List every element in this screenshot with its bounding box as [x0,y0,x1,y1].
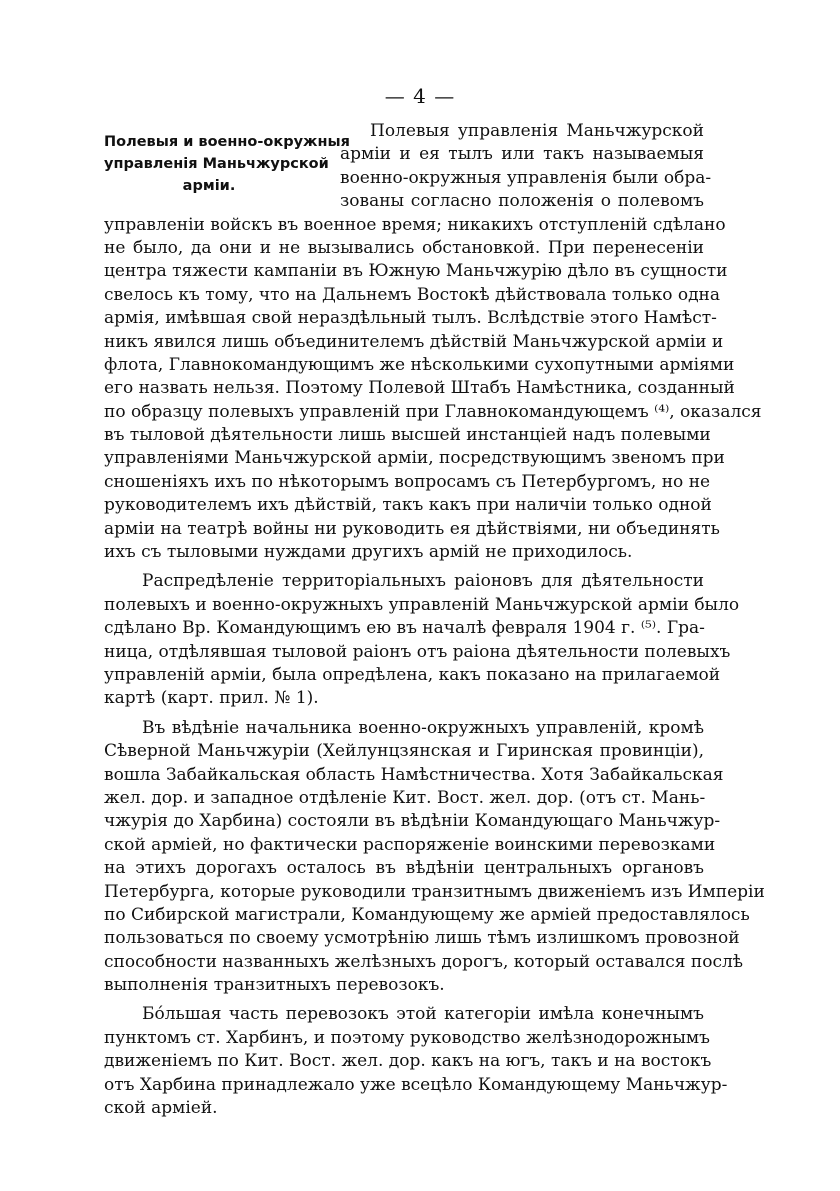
text-line: Сѣверной Маньчжуріи (Хейлунцзянская и Гиринская провинціи), [104,741,704,762]
margin-heading-line: Полевыя и военно-окружныя [104,134,350,150]
page-number: — 4 — [384,84,456,108]
text-line: въ тыловой дѣятельности лишь высшей инстанціей надъ полевыми [104,425,711,446]
margin-heading-line: управленія Маньчжурской [104,156,329,172]
text-line: армія, имѣвшая свой нераздѣльный тылъ. Вслѣдствіе этого Намѣст- [104,308,717,329]
text-line: управленій арміи, была опредѣлена, какъ показано на прилагаемой [104,664,721,685]
text-line: вошла Забайкальская область Намѣстничества. Хотя Забайкальская [104,764,724,785]
text-line: выполненія транзитныхъ перевозокъ. [104,975,445,996]
text-line: способности названныхъ желѣзныхъ дорогъ, который оставался послѣ [104,951,744,972]
text-line: военно-окружныя управленія были обра- [340,167,712,188]
text-line: управленіи войскъ въ военное время; никакихъ отступленій сдѣлано [104,214,726,235]
text-line: ской арміей, но фактически распоряженіе воинскими перевозками [104,834,716,855]
text-line: чжурія до Харбина) состояли въ вѣдѣніи Командующаго Маньчжур- [104,811,721,832]
text-line: Петербурга, которые руководили транзитнымъ движеніемъ изъ Имперіи [104,881,765,902]
text-line: арміи и ея тылъ или такъ называемыя [340,144,704,165]
text-line: по образцу полевыхъ управленій при Главнокомандующемъ ⁽⁴⁾, оказался [104,401,762,422]
text-line: отъ Харбина принадлежало уже всецѣло Командующему Маньчжур- [104,1074,728,1095]
text-line: сдѣлано Вр. Командующимъ ею въ началѣ февраля 1904 г. ⁽⁵⁾. Гра- [104,618,705,639]
body-text [104,120,765,1120]
text-line: зованы согласно положенія о полевомъ [340,191,704,212]
text-line: арміи на театрѣ войны ни руководить ея дѣйствіями, ни объединять [104,518,720,539]
text-line: ихъ съ тыловыми нуждами другихъ армій не приходилось. [104,542,633,563]
text-line: Распредѣленіе территоріальныхъ раіоновъ для дѣятельности [142,571,704,592]
text-line: пользоваться по своему усмотрѣнію лишь тѣмъ излишкомъ провозной [104,928,740,949]
text-line: жел. дор. и западное отдѣленіе Кит. Вост. жел. дор. (отъ ст. Мань- [104,787,706,808]
text-line: никъ явился лишь объединителемъ дѣйствій Маньчжурской арміи и [104,331,724,352]
text-line: свелось къ тому, что на Дальнемъ Востокѣ дѣйствовала только одна [104,284,721,305]
text-line: сношеніяхъ ихъ по нѣкоторымъ вопросамъ съ Петербургомъ, но не [104,471,711,492]
text-line: его назвать нельзя. Поэтому Полевой Штабъ Намѣстника, созданный [104,378,735,399]
margin-heading-line: арміи. [182,178,236,194]
text-line: ница, отдѣлявшая тыловой раіонъ отъ раіона дѣятельности полевыхъ [104,641,731,662]
text-line: руководителемъ ихъ дѣйствій, такъ какъ при наличіи только одной [104,495,712,516]
text-line: пунктомъ ст. Харбинъ, и поэтому руководство желѣзнодорожнымъ [104,1027,710,1048]
text-line: полевыхъ и военно-окружныхъ управленій Маньчжурской арміи было [104,594,740,615]
text-line: флота, Главнокомандующимъ же нѣсколькими сухопутными арміями [104,354,735,375]
text-line: не было, да они и не вызывались обстановкой. При перенесеніи [104,237,704,258]
text-line: управленіями Маньчжурской арміи, посредствующимъ звеномъ при [104,448,725,469]
text-line: движеніемъ по Кит. Вост. жел. дор. какъ на югъ, такъ и на востокъ [104,1051,712,1072]
text-line: ской арміей. [104,1098,218,1119]
text-line: центра тяжести кампаніи въ Южную Маньчжурію дѣло въ сущности [104,261,728,282]
text-line: Въ вѣдѣніе начальника военно-окружныхъ управленій, кромѣ [142,717,704,738]
text-line: на этихъ дорогахъ осталось въ вѣдѣніи центральныхъ органовъ [104,858,704,879]
text-line: Бо́льшая часть перевозокъ этой категоріи имѣла конечнымъ [142,1004,704,1025]
text-line: по Сибирской магистрали, Командующему же арміей предоставлялось [104,904,750,925]
text-line: картѣ (карт. прил. № 1). [104,688,319,709]
text-line: Полевыя управленія Маньчжурской [370,121,704,141]
